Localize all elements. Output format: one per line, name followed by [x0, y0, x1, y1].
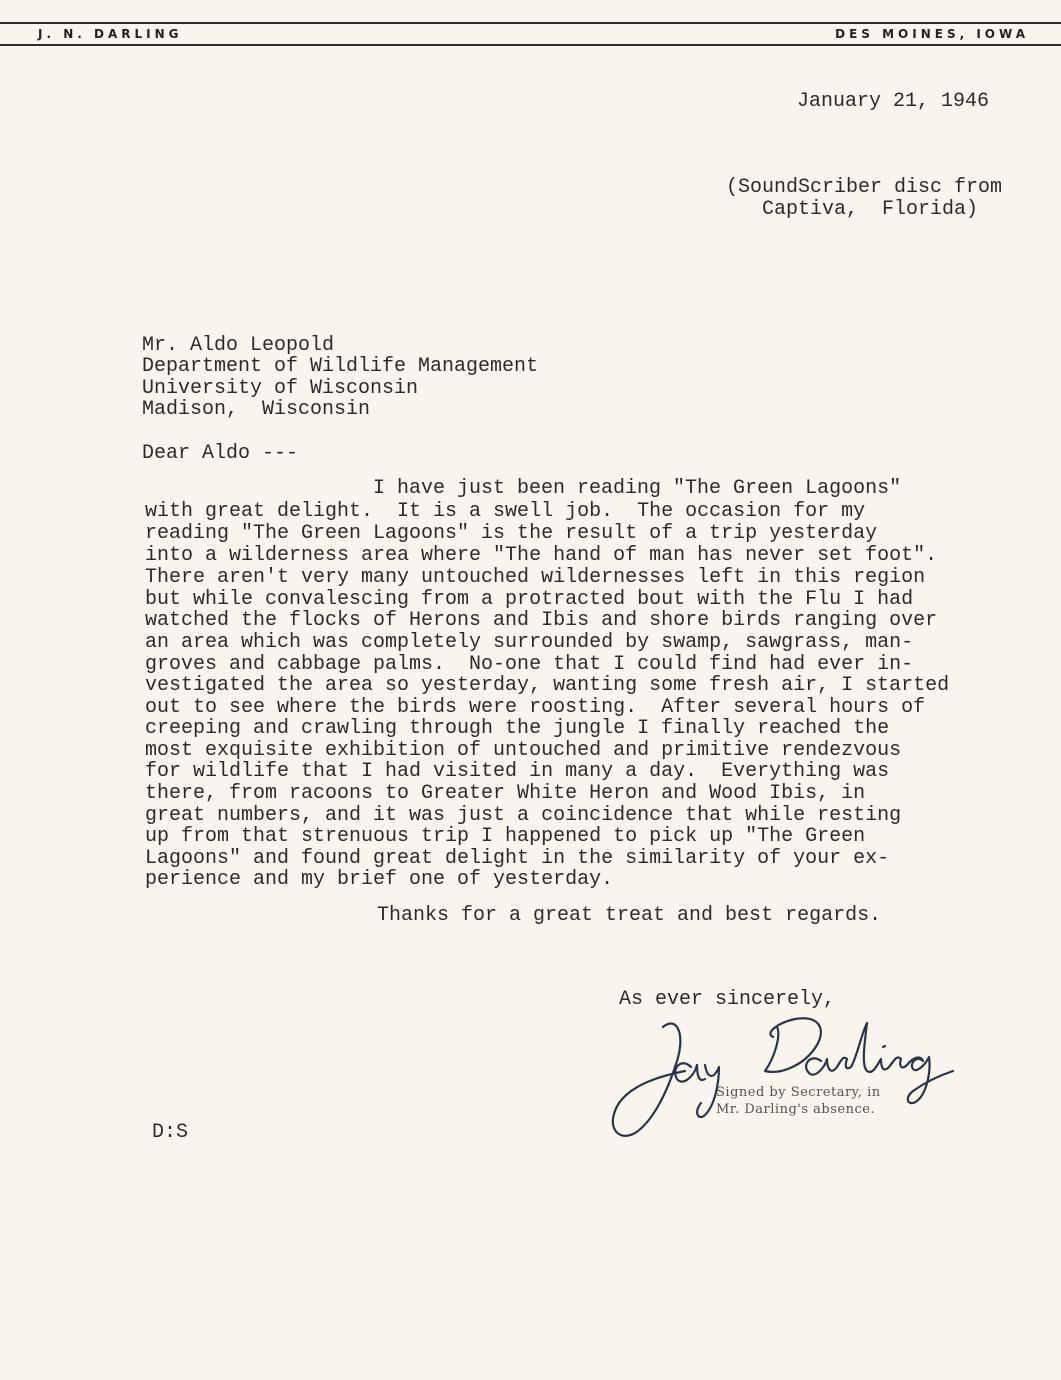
salutation: Dear Aldo ---: [142, 442, 299, 465]
body-line: watched the flocks of Herons and Ibis and shore birds ranging over: [145, 609, 938, 632]
recipient-city: Madison, Wisconsin: [142, 398, 371, 421]
body-line: I have just been reading "The Green Lagoons": [373, 477, 902, 500]
letter-date: January 21, 1946: [797, 90, 990, 113]
body-line: with great delight. It is a swell job. The occasion for my: [145, 500, 866, 523]
body-line: creeping and crawling through the jungle I finally reached the: [145, 717, 890, 740]
body-line: most exquisite exhibition of untouched and primitive rendezvous: [145, 739, 902, 762]
letterhead-location: DES MOINES, IOWA: [835, 27, 1029, 41]
body-line: but while convalescing from a protracted bout with the Flu I had: [145, 588, 914, 611]
body-line: vestigated the area so yesterday, wanting some fresh air, I started: [145, 674, 950, 697]
body-line: up from that strenuous trip I happened to pick up "The Green: [145, 825, 866, 848]
recipient-university: University of Wisconsin: [142, 377, 419, 400]
body-line: Lagoons" and found great delight in the similarity of your ex-: [145, 847, 890, 870]
body-line: There aren't very many untouched wildernesses left in this region: [145, 566, 926, 589]
signature-image: [605, 1005, 965, 1145]
body-line: an area which was completely surrounded by swamp, sawgrass, man-: [145, 631, 914, 654]
note-line-2: Captiva, Florida): [762, 198, 979, 221]
recipient-name: Mr. Aldo Leopold: [142, 334, 335, 357]
body-line: there, from racoons to Greater White Heron and Wood Ibis, in: [145, 782, 866, 805]
secretary-stamp-line-1: Signed by Secretary, in: [716, 1085, 881, 1100]
body-line: out to see where the birds were roosting. After several hours of: [145, 696, 926, 719]
closing: As ever sincerely,: [619, 988, 836, 1011]
body-line: groves and cabbage palms. No-one that I could find had ever in-: [145, 653, 914, 676]
note-line-1: (SoundScriber disc from: [726, 176, 1003, 199]
body-line: perience and my brief one of yesterday.: [145, 868, 614, 891]
body-line: for wildlife that I had visited in many a day. Everything was: [145, 760, 890, 783]
body-line: into a wilderness area where "The hand of man has never set foot".: [145, 544, 938, 567]
body-line: reading "The Green Lagoons" is the result of a trip yesterday: [145, 522, 878, 545]
thanks-line: Thanks for a great treat and best regards.: [377, 904, 882, 927]
secretary-stamp-line-2: Mr. Darling's absence.: [716, 1102, 876, 1117]
body-line: great numbers, and it was just a coincidence that while resting: [145, 804, 902, 827]
recipient-department: Department of Wildlife Management: [142, 355, 539, 378]
letterhead-name: J. N. DARLING: [38, 27, 183, 41]
typist-initials: D:S: [152, 1121, 189, 1144]
letterhead: [0, 22, 1061, 46]
